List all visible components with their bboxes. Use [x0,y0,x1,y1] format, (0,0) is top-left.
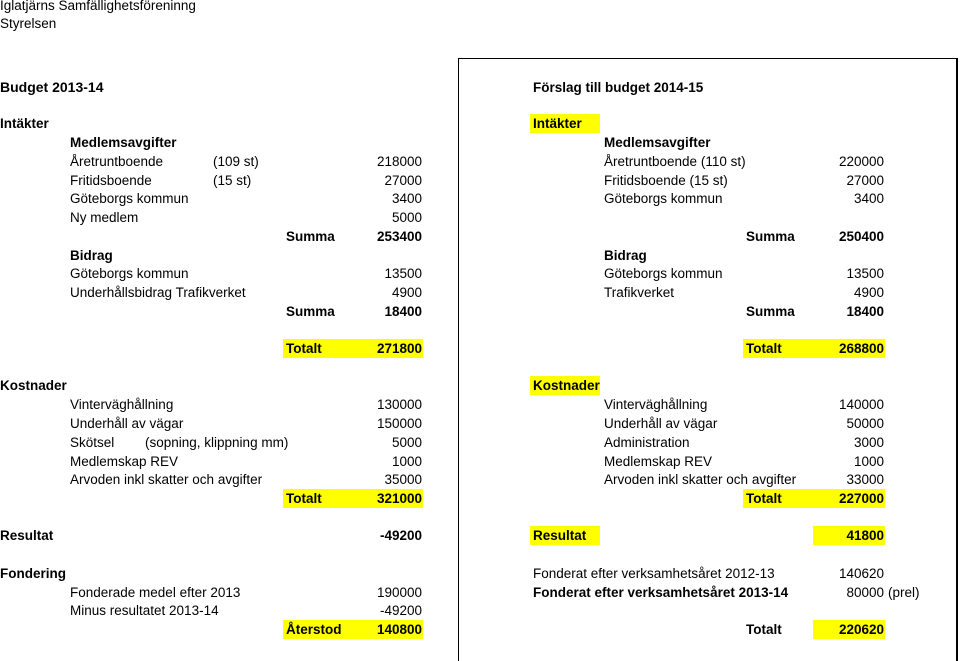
income-total-label: Totalt [746,341,782,356]
row-note: (sopning, klippning mm) [145,435,289,450]
row-value: 1000 [391,454,422,469]
row-value: 27000 [846,173,884,188]
income-total: 268800 [838,341,884,356]
row-value: 140000 [838,397,884,412]
row-label: Göteborgs kommun [70,266,189,281]
row-note: (109 st) [213,154,259,169]
costs-total-label: Totalt [286,491,322,506]
row-value: 50000 [846,416,884,431]
row-label: Åretruntboende [70,154,164,169]
row-value: 27000 [384,173,422,188]
funding-total-label: Totalt [746,622,782,637]
proposal-title: Förslag till budget 2014-15 [533,80,704,95]
row-note: (prel) [888,585,920,600]
result-label: Resultat [533,528,587,543]
board-label: Styrelsen [0,16,57,31]
row-label: Vinterväghållning [604,397,708,412]
costs-heading: Kostnader [0,378,67,393]
row-label: Minus resultatet 2013-14 [70,603,219,618]
row-note: (15 st) [213,173,252,188]
row-label: Fritidsboende (15 st) [604,173,728,188]
row-value: 33000 [846,472,884,487]
row-value: 80000 [846,585,884,600]
row-value: 130000 [376,397,422,412]
grants-heading: Bidrag [604,248,647,263]
funding-heading: Fondering [0,566,66,581]
remaining-label: Återstod [286,622,342,637]
row-label: Fonderade medel efter 2013 [70,585,241,600]
row-label: Vinterväghållning [70,397,174,412]
costs-total-label: Totalt [746,491,782,506]
row-value: 140620 [838,566,884,581]
row-value: 220000 [838,154,884,169]
row-label: Trafikverket [604,285,675,300]
row-value: 3400 [391,191,422,206]
remaining-value: 140800 [376,622,422,637]
row-label: Underhållsbidrag Trafikverket [70,285,246,300]
grants-sum-label: Summa [746,304,795,319]
membership-heading: Medlemsavgifter [604,135,711,150]
row-value: 13500 [846,266,884,281]
org-name: Iglatjärns Samfällighetsföreninng [0,0,196,13]
row-value: 150000 [376,416,422,431]
grants-sum: 18400 [384,304,422,319]
row-label: Göteborgs kommun [604,191,723,206]
row-label: Ny medlem [70,210,139,225]
costs-total: 321000 [376,491,422,506]
membership-sum: 250400 [838,229,884,244]
row-label: Skötsel [70,435,115,450]
row-label: Fritidsboende [70,173,152,188]
row-label: Administration [604,435,690,450]
grants-sum: 18400 [846,304,884,319]
membership-heading: Medlemsavgifter [70,135,177,150]
row-label: Medlemskap REV [70,454,179,469]
row-value: 5000 [391,435,422,450]
costs-total: 227000 [838,491,884,506]
grants-heading: Bidrag [70,248,113,263]
row-value: 3000 [853,435,884,450]
income-total: 271800 [376,341,422,356]
row-label: Medlemskap REV [604,454,713,469]
membership-sum-label: Summa [286,229,335,244]
row-label: Underhåll av vägar [604,416,718,431]
row-value: 35000 [384,472,422,487]
row-label: Underhåll av vägar [70,416,184,431]
row-value: 190000 [376,585,422,600]
result-value: 41800 [846,528,884,543]
row-label: Göteborgs kommun [70,191,189,206]
row-label: Fonderat efter verksamhetsåret 2013-14 [533,585,789,600]
budget-title: Budget 2013-14 [0,79,104,95]
costs-heading: Kostnader [533,378,600,393]
membership-sum: 253400 [376,229,422,244]
row-label: Arvoden inkl skatter och avgifter [604,472,797,487]
membership-sum-label: Summa [746,229,795,244]
row-label: Göteborgs kommun [604,266,723,281]
row-value: 4900 [391,285,422,300]
result-label: Resultat [0,528,54,543]
funding-total: 220620 [838,622,884,637]
row-value: -49200 [379,603,422,618]
row-label: Fonderat efter verksamhetsåret 2012-13 [533,566,775,581]
income-total-label: Totalt [286,341,322,356]
row-value: 4900 [853,285,884,300]
income-heading: Intäkter [533,116,582,131]
row-value: 218000 [376,154,422,169]
row-value: 1000 [853,454,884,469]
result-value: -49200 [379,528,422,543]
row-value: 5000 [391,210,422,225]
grants-sum-label: Summa [286,304,335,319]
row-value: 13500 [384,266,422,281]
income-heading: Intäkter [0,116,49,131]
row-label: Arvoden inkl skatter och avgifter [70,472,263,487]
row-label: Åretruntboende (110 st) [604,154,746,169]
row-value: 3400 [853,191,884,206]
